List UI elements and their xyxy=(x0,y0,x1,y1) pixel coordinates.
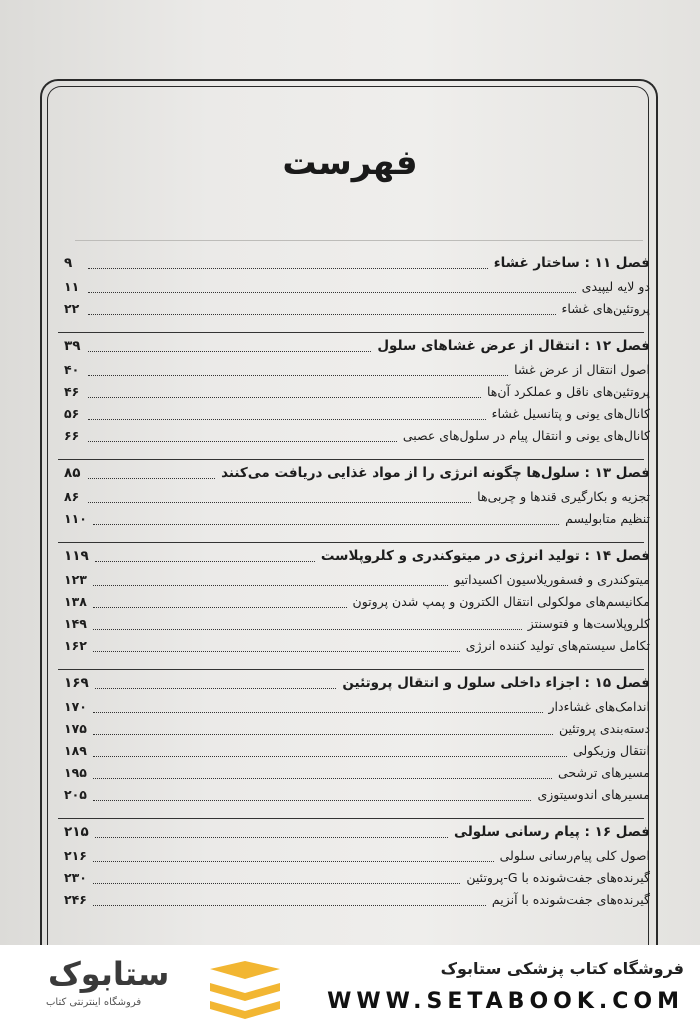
chapter-page-number: ۹ xyxy=(64,255,73,271)
logo-wordmark: ستابوک xyxy=(48,955,170,993)
leader-dots xyxy=(95,561,315,562)
entry-title: میتوکندری و فسفوریلاسیون اکسیداتیو xyxy=(454,572,650,587)
toc-entry[interactable] xyxy=(58,508,650,530)
entry-title: مکانیسم‌های مولکولی انتقال الکترون و پمپ شدن پروتون xyxy=(352,594,650,609)
toc-entry[interactable] xyxy=(58,718,650,740)
toc-entry[interactable] xyxy=(58,591,650,613)
toc-entry[interactable] xyxy=(58,359,650,381)
toc-entry[interactable] xyxy=(58,486,650,508)
toc-entry[interactable] xyxy=(58,276,650,298)
leader-dots xyxy=(93,861,494,862)
store-name: فروشگاه کتاب پزشکی ستابوک xyxy=(440,959,684,978)
leader-dots xyxy=(93,778,552,779)
toc-chapter-heading[interactable] xyxy=(58,250,650,276)
toc-entry[interactable] xyxy=(58,403,650,425)
chapter-title: فصل ۱۵ : اجزاء داخلی سلول و انتقال پروتئین xyxy=(342,675,650,691)
toc-entry[interactable] xyxy=(58,889,650,911)
toc-entry[interactable] xyxy=(58,569,650,591)
entry-title: پروتئین‌های غشاء xyxy=(561,301,650,316)
leader-dots xyxy=(88,268,488,269)
leader-dots xyxy=(88,292,576,293)
store-logo[interactable] xyxy=(18,951,278,1019)
entry-page-number: ۲۰۵ xyxy=(64,787,87,802)
entry-title: تکامل سیستم‌های تولید کننده انرژی xyxy=(465,638,650,653)
entry-title: کانال‌های یونی و انتقال پیام در سلول‌های عصبی xyxy=(402,428,650,443)
entry-title: انتقال وزیکولی xyxy=(572,743,650,758)
entry-title: پروتئین‌های ناقل و عملکرد آن‌ها xyxy=(486,384,650,399)
toc-chapter xyxy=(58,819,650,923)
chapter-spacer xyxy=(58,320,650,332)
entry-page-number: ۱۱ xyxy=(64,279,80,294)
toc-entry[interactable] xyxy=(58,845,650,867)
entry-page-number: ۱۷۵ xyxy=(64,721,87,736)
store-banner xyxy=(0,945,700,1024)
entry-title: گیرنده‌های جفت‌شونده با آنزیم xyxy=(491,892,650,907)
leader-dots xyxy=(93,712,543,713)
entry-title: مسیرهای اندوسیتوزی xyxy=(537,787,650,802)
chapter-spacer xyxy=(58,911,650,923)
leader-dots xyxy=(93,734,553,735)
entry-page-number: ۱۴۹ xyxy=(64,616,87,631)
toc-chapter-heading[interactable] xyxy=(58,543,650,569)
chapter-title: فصل ۱۲ : انتقال از عرض غشاهای سلول xyxy=(377,338,650,354)
entry-title: دو لایه لیپیدی xyxy=(581,279,650,294)
entry-page-number: ۲۳۰ xyxy=(64,870,87,885)
chapter-page-number: ۱۶۹ xyxy=(64,675,89,691)
chapter-spacer xyxy=(58,530,650,542)
entry-title: اندامک‌های غشاءدار xyxy=(548,699,650,714)
toc-chapter-heading[interactable] xyxy=(58,460,650,486)
toc-chapter xyxy=(58,333,650,460)
toc-entry[interactable] xyxy=(58,762,650,784)
entry-title: گیرنده‌های جفت‌شونده با G-پروتئین xyxy=(466,870,650,885)
entry-title: اصول کلی پیام‌رسانی سلولی xyxy=(499,848,650,863)
chapter-title: فصل ۱۱ : ساختار غشاء xyxy=(493,255,650,271)
leader-dots xyxy=(95,837,448,838)
entry-title: مسیرهای ترشحی xyxy=(557,765,650,780)
toc-chapter-heading[interactable] xyxy=(58,333,650,359)
leader-dots xyxy=(93,905,486,906)
entry-page-number: ۴۶ xyxy=(64,384,80,399)
toc-chapter xyxy=(58,670,650,819)
toc-entry[interactable] xyxy=(58,425,650,447)
toc-entry[interactable] xyxy=(58,635,650,657)
entry-page-number: ۲۲ xyxy=(64,301,80,316)
leader-dots xyxy=(93,524,559,525)
leader-dots xyxy=(88,375,508,376)
leader-dots xyxy=(93,756,567,757)
leader-dots xyxy=(88,441,397,442)
entry-title: کانال‌های یونی و پتانسیل غشاء xyxy=(491,406,650,421)
entry-page-number: ۱۶۲ xyxy=(64,638,87,653)
chapter-page-number: ۲۱۵ xyxy=(64,824,89,840)
toc-chapter xyxy=(58,543,650,670)
entry-title: تجزیه و بکارگیری قندها و چربی‌ها xyxy=(477,489,650,504)
toc-entry[interactable] xyxy=(58,740,650,762)
leader-dots xyxy=(93,651,460,652)
chapter-page-number: ۱۱۹ xyxy=(64,548,89,564)
leader-dots xyxy=(88,314,556,315)
leader-dots xyxy=(88,397,481,398)
toc-entry[interactable] xyxy=(58,381,650,403)
entry-page-number: ۱۳۸ xyxy=(64,594,87,609)
leader-dots xyxy=(93,607,347,608)
page-title: فهرست xyxy=(282,143,418,183)
toc-entry[interactable] xyxy=(58,298,650,320)
entry-page-number: ۱۹۵ xyxy=(64,765,87,780)
entry-title: تنظیم متابولیسم xyxy=(565,511,650,526)
toc-entry[interactable] xyxy=(58,867,650,889)
book-stack-icon xyxy=(210,961,280,1019)
toc-chapter-heading[interactable] xyxy=(58,670,650,696)
store-url-link[interactable]: WWW.SETABOOK.COM xyxy=(327,989,684,1014)
leader-dots xyxy=(93,883,461,884)
toc-chapter xyxy=(58,460,650,543)
entry-title: دسته‌بندی پروتئین xyxy=(558,721,650,736)
chapter-spacer xyxy=(58,657,650,669)
leader-dots xyxy=(88,502,471,503)
leader-dots xyxy=(95,688,337,689)
chapter-page-number: ۳۹ xyxy=(64,338,81,354)
logo-subtitle: فروشگاه اینترنتی کتاب xyxy=(46,997,142,1008)
leader-dots xyxy=(93,800,532,801)
entry-title: کلروپلاست‌ها و فتوسنتز xyxy=(527,616,650,631)
leader-dots xyxy=(93,585,448,586)
entry-page-number: ۱۲۳ xyxy=(64,572,87,587)
entry-page-number: ۸۶ xyxy=(64,489,80,504)
toc-chapter xyxy=(58,250,650,333)
chapter-title: فصل ۱۶ : پیام رسانی سلولی xyxy=(454,824,650,840)
leader-dots xyxy=(93,629,522,630)
entry-page-number: ۵۶ xyxy=(64,406,80,421)
entry-page-number: ۲۴۶ xyxy=(64,892,87,907)
chapter-spacer xyxy=(58,447,650,459)
chapter-title: فصل ۱۳ : سلول‌ها چگونه انرژی را از مواد غذایی دریافت می‌کنند xyxy=(221,465,650,481)
chapter-spacer xyxy=(58,806,650,818)
entry-page-number: ۱۱۰ xyxy=(64,511,87,526)
entry-title: اصول انتقال از عرض غشا xyxy=(514,362,650,377)
entry-page-number: ۲۱۶ xyxy=(64,848,87,863)
chapter-page-number: ۸۵ xyxy=(64,465,81,481)
entry-page-number: ۴۰ xyxy=(64,362,80,377)
toc-entry[interactable] xyxy=(58,696,650,718)
toc-entry[interactable] xyxy=(58,784,650,806)
toc-chapter-heading[interactable] xyxy=(58,819,650,845)
toc-entry[interactable] xyxy=(58,613,650,635)
leader-dots xyxy=(88,478,215,479)
leader-dots xyxy=(88,351,371,352)
table-of-contents xyxy=(58,250,650,923)
entry-page-number: ۱۸۹ xyxy=(64,743,87,758)
title-divider xyxy=(75,240,643,241)
leader-dots xyxy=(88,419,486,420)
chapter-title: فصل ۱۴ : تولید انرژی در میتوکندری و کلروپلاست xyxy=(320,548,650,564)
entry-page-number: ۱۷۰ xyxy=(64,699,87,714)
entry-page-number: ۶۶ xyxy=(64,428,80,443)
